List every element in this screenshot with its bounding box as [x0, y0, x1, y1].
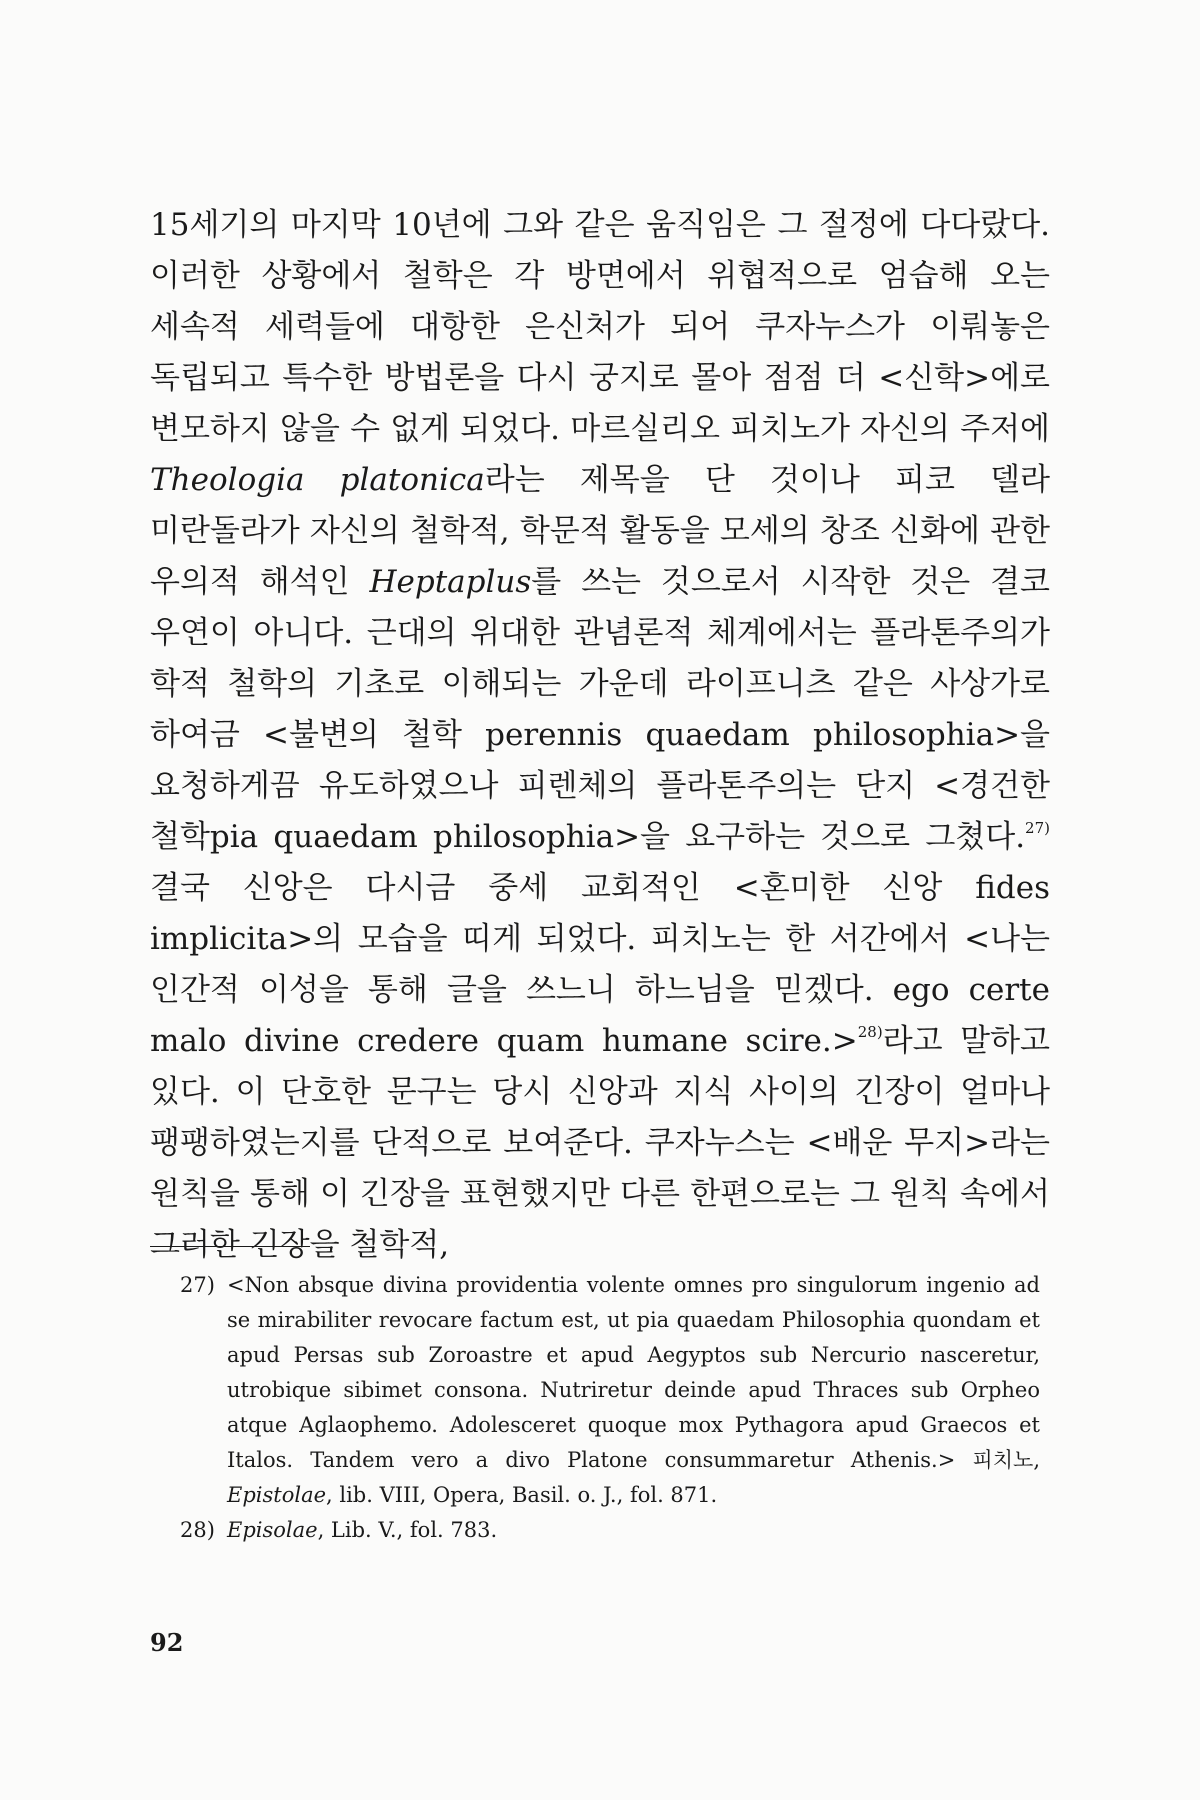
- title-theologia-platonica: Theologia platonica: [150, 462, 485, 498]
- footnote-title: Epistolae: [227, 1483, 327, 1507]
- text-segment: 결국 신앙은 다시금 중세 교회적인 <혼미한 신앙 fides implicita>의 모습을 띠게 되었다. 피치노는 한 서간에서 <나는 인간적 이성을 통해 글을 쓰느니 하느님을 믿겠다. ego certe malo divine credere quam humane scire.>: [150, 870, 1050, 1059]
- footnote-number: 28): [180, 1518, 215, 1542]
- footnotes: [180, 1268, 1040, 1548]
- footnote-divider: [150, 1246, 310, 1247]
- footnote-number: 27): [180, 1273, 215, 1297]
- footnote-tail: , Lib. V., fol. 783.: [317, 1518, 498, 1542]
- footnote-ref-28: 28): [857, 1023, 883, 1041]
- text-segment: 15세기의 마지막 10년에 그와 같은 움직임은 그 절정에 다다랐다. 이러한 상황에서 철학은 각 방면에서 위협적으로 엄습해 오는 세속적 세력들에 대항한 은신처가 되어 쿠자누스가 이뤄놓은 독립되고 특수한 방법론을 다시 궁지로 몰아 점점 더 <신학>에로 변모하지 않을 수 없게 되었다. 마르실리오 피치노가 자신의 주저에: [150, 207, 1050, 447]
- main-paragraph: [150, 200, 1050, 1271]
- footnote-27: [180, 1268, 1040, 1513]
- footnote-title: Episolae: [227, 1518, 318, 1542]
- text-segment: 를 쓰는 것으로서 시작한 것은 결코 우연이 아니다. 근대의 위대한 관념론적 체계에서는 플라톤주의가 학적 철학의 기초로 이해되는 가운데 라이프니츠 같은 사상가로 하여금 <불변의 철학 perennis quaedam philosophia>을 요청하게끔 유도하였으나 피렌체의 플라톤주의는 단지 <경건한 철학pia quaedam philosophia>을 요구하는 것으로 그쳤다.: [150, 564, 1050, 855]
- footnote-28: [180, 1513, 1040, 1548]
- text-segment: 라고 말하고 있다. 이 단호한 문구는 당시 신앙과 지식 사이의 긴장이 얼마나 팽팽하였는지를 단적으로 보여준다. 쿠자누스는 <배운 무지>라는 원칙을 통해 이 긴장을 표현했지만 다른 한편으로는 그 원칙 속에서 그러한 긴장을 철학적,: [150, 1023, 1050, 1263]
- text-segment: 라는 제목을 단 것이나 피코 델라 미란돌라가 자신의 철학적, 학문적 활동을 모세의 창조 신화에 관한 우의적 해석인: [150, 462, 1050, 600]
- page-number: 92: [150, 1628, 184, 1657]
- footnote-ref-27: 27): [1025, 819, 1050, 837]
- footnote-text: <Non absque divina providentia volente omnes pro singulorum ingenio ad se mirabiliter revocare factum est, ut pia quaedam Philosophia quondam et apud Persas sub Zoroastre et apud Aegyptos sub Nercurio nasceretur, utrobique sibimet consona. Nutriretur deinde apud Thraces sub Orpheo atque Aglaophemo. Adolesceret quoque mox Pythagora apud Graecos et Italos. Tandem vero a divo Platone consummaretur Athenis.> 피치노,: [227, 1273, 1040, 1472]
- footnote-tail: , lib. VIII, Opera, Basil. o. J., fol. 871.: [326, 1483, 718, 1507]
- title-heptaplus: Heptaplus: [369, 564, 532, 600]
